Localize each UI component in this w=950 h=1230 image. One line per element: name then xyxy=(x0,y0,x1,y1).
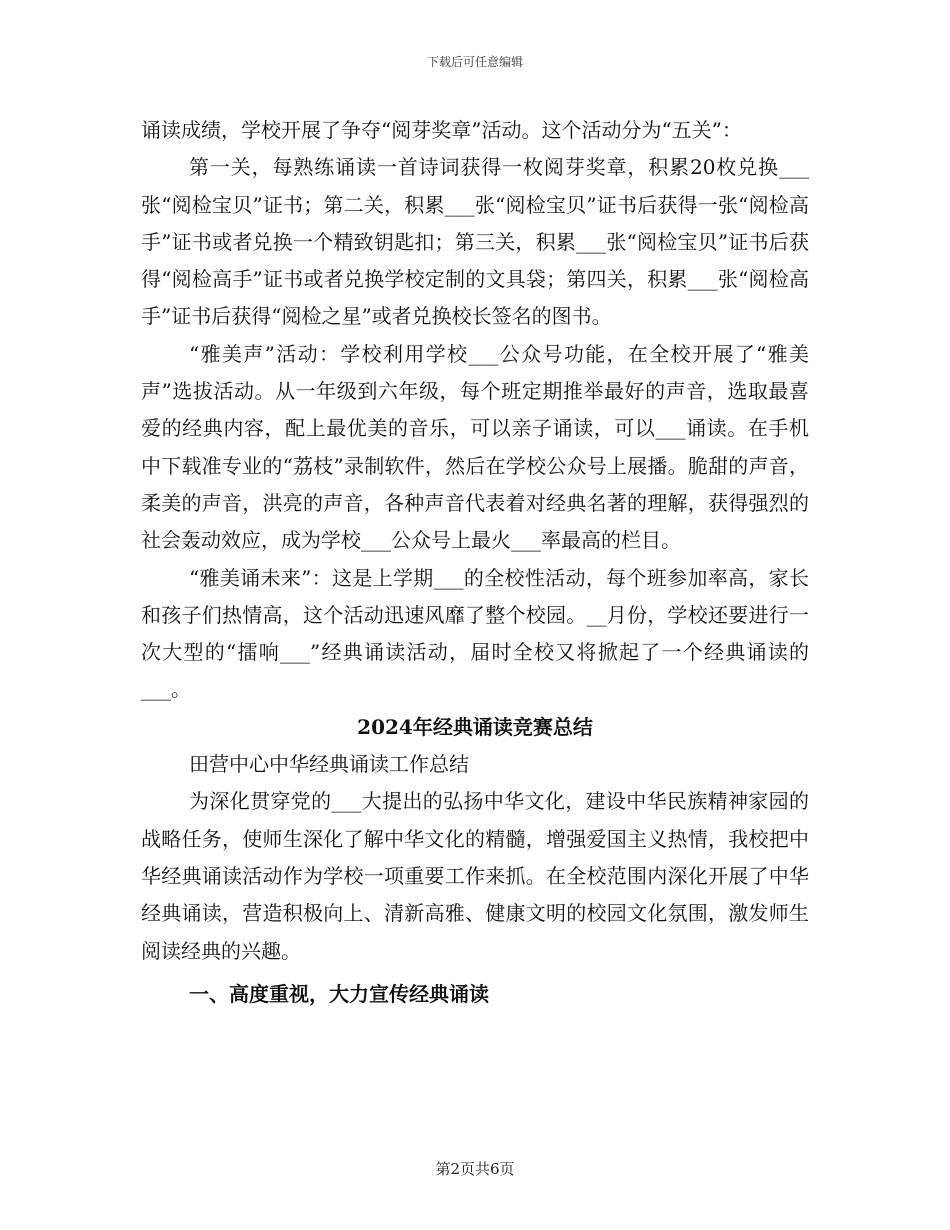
page-footer: 第2页共6页 xyxy=(435,1160,515,1178)
paragraph-intro: 诵读成绩，学校开展了争夺“阅芽奖章”活动。这个活动分为“五关”： xyxy=(141,118,742,142)
paragraph-yameisong: “雅美诵未来”：这是上学期___的全校性活动，每个班参加率高，家长和孩子们热情高，这个活动迅速风靡了整个校园。__月份，学校还要进行一次大型的“擂响___”经典诵读活动，届时全校又将掀起了一个经典诵读的___。 xyxy=(141,565,809,702)
page-header: 下载后可任意编辑 xyxy=(426,55,523,69)
paragraph-body: 为深化贯穿党的___大提出的弘扬中华文化，建设中华民族精神家园的战略任务，使师生深化了解中华文化的精髓，增强爱国主义热情，我校把中华经典诵读活动作为学校一项重要工作来抓。在全校范围内深化开展了中华经典诵读，营造积极向上、清新高雅、健康文明的校园文化氛围，激发师生阅读经典的兴趣。 xyxy=(141,789,809,963)
document-body xyxy=(141,112,809,1013)
document-title: 2024年经典诵读竞赛总结 xyxy=(357,714,593,739)
paragraph-yameisheng: “雅美声”活动：学校利用学校___公众号功能，在全校开展了“雅美声”选拔活动。从一年级到六年级，每个班定期推举最好的声音，选取最喜爱的经典内容，配上最优美的音乐，可以亲子诵读，可以___诵读。在手机中下载准专业的“荔枝”录制软件，然后在学校公众号上展播。脆甜的声音，柔美的声音，洪亮的声音，各种声音代表着对经典名著的理解，获得强烈的社会轰动效应，成为学校___公众号上最火___率最高的栏目。 xyxy=(141,341,809,553)
paragraph-five-levels: 第一关，每熟练诵读一首诗词获得一枚阅芽奖章，积累20枚兑换___张“阅检宝贝”证书；第二关，积累___张“阅检宝贝”证书后获得一张“阅检高手”证书或者兑换一个精致钥匙扣；第三关，积累___张“阅检宝贝”证书后获得“阅检高手”证书或者兑换学校定制的文具袋；第四关，积累___张“阅检高手”证书后获得“阅检之星”或者兑换校长签名的图书。 xyxy=(141,155,809,329)
section-heading: 一、高度重视，大力宣传经典诵读 xyxy=(189,981,489,1006)
document-subtitle: 田营中心中华经典诵读工作总结 xyxy=(189,752,469,777)
